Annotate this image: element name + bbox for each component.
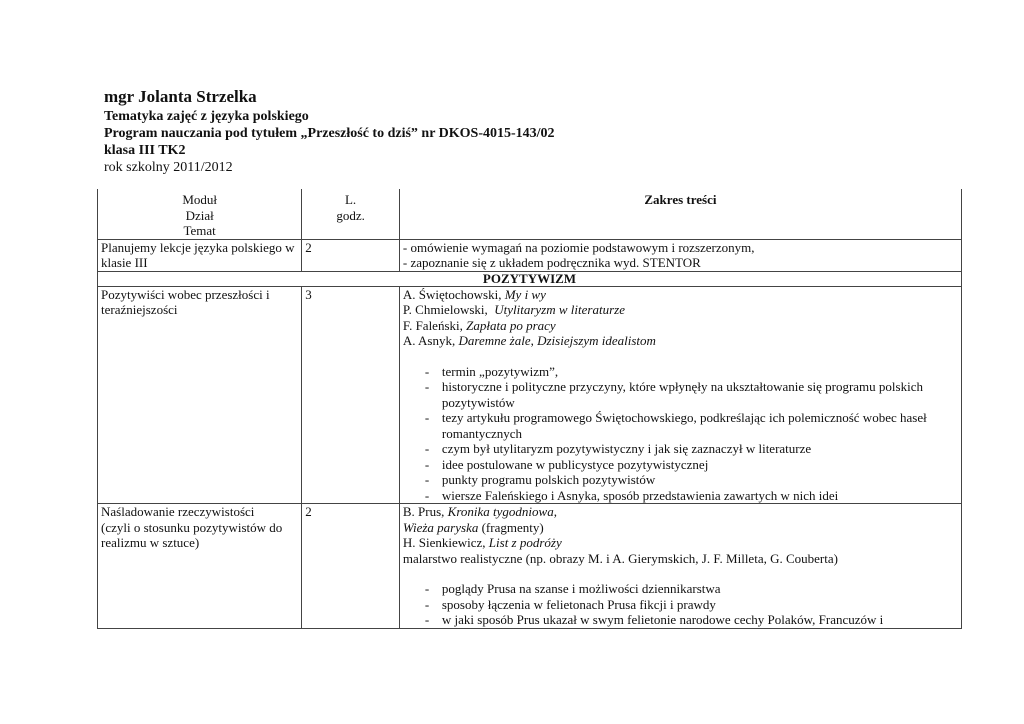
list-item: - w jaki sposób Prus ukazał w swym felietonie narodowe cechy Polaków, Francuzów i (425, 612, 958, 628)
author-name: mgr Jolanta Strzelka (104, 87, 257, 106)
work-line: A. Asnyk, Daremne żale, Dzisiejszym idealistom (402, 333, 656, 348)
list-item: - poglądy Prusa na szanse i możliwości dziennikarstwa (425, 581, 958, 597)
work-line: malarstwo realistyczne (np. obrazy M. i A. Gierymskich, J. F. Milleta, G. Couberta) (402, 550, 838, 566)
table-row (98, 286, 962, 504)
row-topic (98, 504, 302, 629)
list-item: - termin „pozytywizm”, (425, 364, 958, 380)
work-line: B. Prus, Kronika tygodniowa, (402, 504, 557, 519)
section-title: POZYTYWIZM (98, 271, 962, 286)
list-item: - idee postulowane w publicystyce pozytywistycznej (425, 457, 958, 473)
school-year: rok szkolny 2011/2012 (104, 160, 233, 175)
topic-line: (czyli o stosunku pozytywistów do (101, 519, 283, 535)
topic-line: realizmu w sztuce) (101, 535, 200, 550)
row-content (399, 239, 961, 271)
subject-title: Tematyka zajęć z języka polskiego (104, 109, 309, 124)
row-topic: Planujemy lekcje języka polskiego w klasie III (98, 239, 302, 271)
content-line: - zapoznanie się z układem podręcznika wyd. STENTOR (402, 255, 701, 270)
work-line: P. Chmielowski, Utylitaryzm w literaturze (402, 302, 625, 317)
header-hours-line2: godz. (336, 207, 365, 223)
header-topic-line: Temat (183, 223, 216, 238)
row-content (399, 504, 961, 629)
table-row (98, 239, 962, 271)
list-item: - tezy artykułu programowego Świętochowskiego, podkreślając ich polemiczność wobec haseł romantycznych (425, 410, 958, 441)
work-line: Wieża paryska (fragmenty) (402, 519, 544, 535)
list-item: - punkty programu polskich pozytywistów (425, 472, 958, 488)
document-header (104, 87, 555, 176)
content-line: - omówienie wymagań na poziomie podstawowym i rozszerzonym, (402, 239, 755, 255)
list-item: - historyczne i polityczne przyczyny, które wpłynęły na ukształtowanie się programu polskich pozytywistów (425, 379, 958, 410)
row-topic: Pozytywiści wobec przeszłości i teraźniejszości (98, 286, 302, 504)
header-content: Zakres treści (399, 189, 961, 239)
curriculum-table (97, 189, 962, 629)
header-hours (302, 189, 400, 239)
points-list (403, 364, 958, 504)
table-header-row (98, 189, 962, 239)
row-hours: 3 (302, 286, 400, 504)
list-item: - sposoby łączenia w felietonach Prusa fikcji i prawdy (425, 597, 958, 613)
table-row (98, 504, 962, 629)
work-line: F. Faleński, Zapłata po pracy (402, 317, 556, 333)
points-list (403, 581, 958, 628)
section-row (98, 271, 962, 286)
list-item: - czym był utylitaryzm pozytywistyczny i jak się zaznaczył w literaturze (425, 441, 958, 457)
row-hours: 2 (302, 239, 400, 271)
list-item: - wiersze Faleńskiego i Asnyka, sposób przedstawienia zawartych w nich idei (425, 488, 958, 504)
header-section-line: Dział (185, 207, 214, 223)
header-module-line: Moduł (182, 192, 217, 207)
work-line: A. Świętochowski, My i wy (402, 286, 546, 302)
program-title: Program nauczania pod tytułem „Przeszłość to dziś” nr DKOS-4015-143/02 (104, 126, 555, 141)
work-line: H. Sienkiewicz, List z podróży (402, 535, 562, 550)
row-hours: 2 (302, 504, 400, 629)
header-module (98, 189, 302, 239)
topic-line: Naśladowanie rzeczywistości (101, 504, 255, 519)
row-content (399, 286, 961, 504)
header-hours-line1: L. (344, 192, 357, 207)
class-name: klasa III TK2 (104, 143, 186, 158)
